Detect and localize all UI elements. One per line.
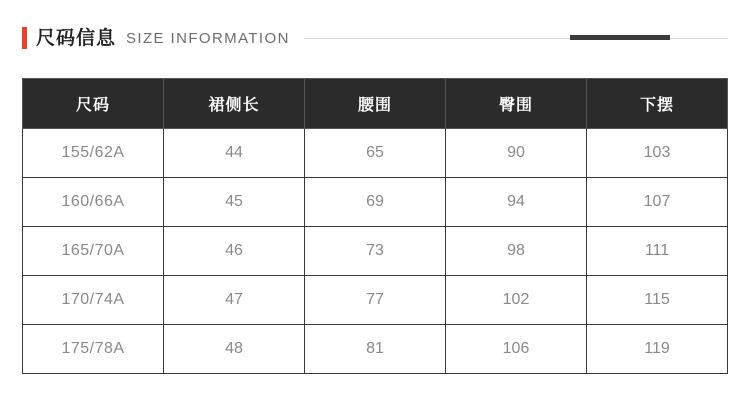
header-divider-accent <box>570 35 670 40</box>
table-row <box>23 276 728 325</box>
table-row <box>23 325 728 374</box>
cell-hem: 115 <box>587 276 728 325</box>
cell-skirt-side-length: 48 <box>164 325 305 374</box>
cell-skirt-side-length: 47 <box>164 276 305 325</box>
cell-size: 170/74A <box>23 276 164 325</box>
size-table <box>22 78 728 374</box>
cell-size: 160/66A <box>23 178 164 227</box>
size-table-wrapper <box>22 78 728 374</box>
page-title: 尺码信息 <box>36 27 117 49</box>
cell-waist: 69 <box>305 178 446 227</box>
cell-size: 155/62A <box>23 129 164 178</box>
table-row <box>23 227 728 276</box>
column-header-waist: 腰围 <box>305 79 446 129</box>
table-row <box>23 129 728 178</box>
column-header-hem: 下摆 <box>587 79 728 129</box>
cell-waist: 65 <box>305 129 446 178</box>
cell-hem: 119 <box>587 325 728 374</box>
cell-hip: 90 <box>446 129 587 178</box>
cell-waist: 77 <box>305 276 446 325</box>
cell-hem: 103 <box>587 129 728 178</box>
cell-hip: 94 <box>446 178 587 227</box>
header-divider <box>304 27 728 49</box>
cell-hem: 111 <box>587 227 728 276</box>
column-header-hip: 臀围 <box>446 79 587 129</box>
cell-hip: 102 <box>446 276 587 325</box>
cell-size: 175/78A <box>23 325 164 374</box>
cell-skirt-side-length: 46 <box>164 227 305 276</box>
cell-hip: 106 <box>446 325 587 374</box>
table-header-row <box>23 79 728 129</box>
cell-hip: 98 <box>446 227 587 276</box>
table-row <box>23 178 728 227</box>
cell-skirt-side-length: 44 <box>164 129 305 178</box>
cell-waist: 73 <box>305 227 446 276</box>
size-table-body <box>23 129 728 374</box>
cell-skirt-side-length: 45 <box>164 178 305 227</box>
cell-hem: 107 <box>587 178 728 227</box>
column-header-skirt-side-length: 裙侧长 <box>164 79 305 129</box>
cell-size: 165/70A <box>23 227 164 276</box>
cell-waist: 81 <box>305 325 446 374</box>
size-table-head <box>23 79 728 129</box>
page-subtitle: SIZE INFORMATION <box>126 29 290 47</box>
accent-bar <box>22 27 27 49</box>
column-header-size: 尺码 <box>23 79 164 129</box>
section-header <box>0 22 750 54</box>
